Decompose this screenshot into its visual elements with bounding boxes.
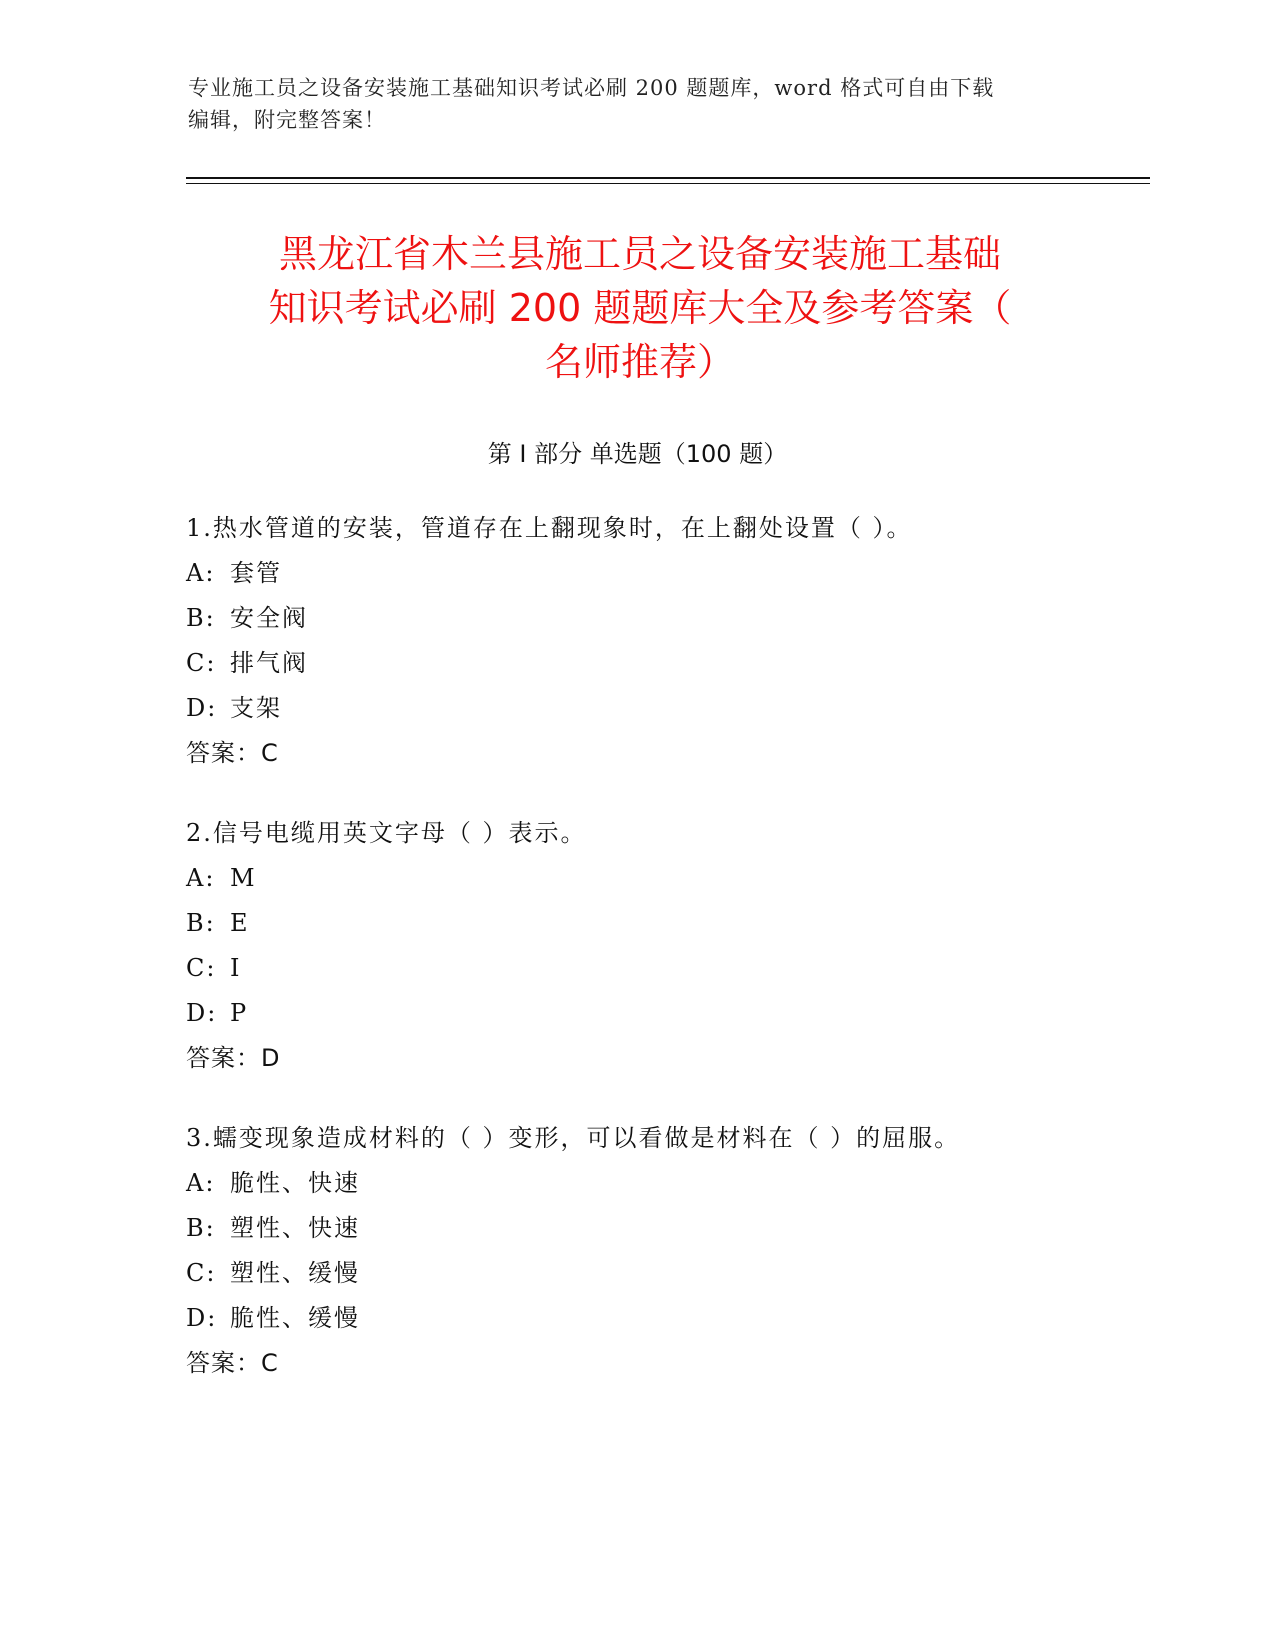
question-2 [186, 811, 1086, 1081]
option-c [186, 946, 1086, 991]
question-stem: 3.蠕变现象造成材料的（ ）变形，可以看做是材料在（ ）的屈服。 [186, 1124, 961, 1152]
option-letter: A: [186, 559, 216, 587]
option-text: 安全阀 [230, 604, 308, 632]
answer-line: 答案：C [186, 739, 279, 767]
option-text: 塑性、缓慢 [230, 1259, 360, 1287]
option-text: 支架 [230, 694, 282, 722]
header-note [188, 72, 1078, 136]
option-b [186, 1206, 1086, 1251]
option-b [186, 596, 1086, 641]
option-d [186, 686, 1086, 731]
option-d [186, 1296, 1086, 1341]
option-text: 脆性、快速 [230, 1169, 360, 1197]
question-3 [186, 1116, 1086, 1386]
option-text: 塑性、快速 [230, 1214, 360, 1242]
option-letter: D: [186, 1304, 218, 1332]
option-text: P [230, 999, 249, 1027]
option-text: 脆性、缓慢 [230, 1304, 360, 1332]
title-line-1: 黑龙江省木兰县施工员之设备安装施工基础 [278, 232, 1001, 276]
title-line-2: 知识考试必刷 200 题题库大全及参考答案（ [268, 286, 1012, 330]
question-1 [186, 506, 1086, 776]
option-text: I [230, 954, 242, 982]
option-letter: A: [186, 1169, 216, 1197]
option-d [186, 991, 1086, 1036]
option-text: 套管 [230, 559, 282, 587]
document-title [190, 227, 1090, 389]
option-letter: C: [186, 1259, 217, 1287]
option-a [186, 856, 1086, 901]
option-c [186, 1251, 1086, 1296]
option-b [186, 901, 1086, 946]
option-a [186, 551, 1086, 596]
option-letter: C: [186, 954, 217, 982]
option-text: 排气阀 [230, 649, 308, 677]
section-heading: 第 I 部分 单选题（100 题） [487, 440, 788, 468]
option-letter: D: [186, 694, 218, 722]
option-letter: B: [186, 604, 216, 632]
option-letter: C: [186, 649, 217, 677]
option-text: E [230, 909, 250, 937]
option-letter: B: [186, 909, 216, 937]
question-stem: 1.热水管道的安装，管道存在上翻现象时，在上翻处设置（ ）。 [186, 514, 913, 542]
question-stem: 2.信号电缆用英文字母（ ）表示。 [186, 819, 587, 847]
title-line-3: 名师推荐） [544, 340, 735, 384]
option-text: M [230, 864, 257, 892]
header-rule-thick [186, 177, 1150, 179]
header-note-line-1: 专业施工员之设备安装施工基础知识考试必刷 200 题题库，word 格式可自由下载 [188, 76, 995, 100]
option-letter: D: [186, 999, 218, 1027]
header-rule-thin [186, 183, 1150, 184]
option-a [186, 1161, 1086, 1206]
answer-line: 答案：D [186, 1044, 281, 1072]
option-letter: B: [186, 1214, 216, 1242]
answer-line: 答案：C [186, 1349, 279, 1377]
option-letter: A: [186, 864, 216, 892]
header-note-line-2: 编辑，附完整答案！ [188, 108, 386, 132]
option-c [186, 641, 1086, 686]
